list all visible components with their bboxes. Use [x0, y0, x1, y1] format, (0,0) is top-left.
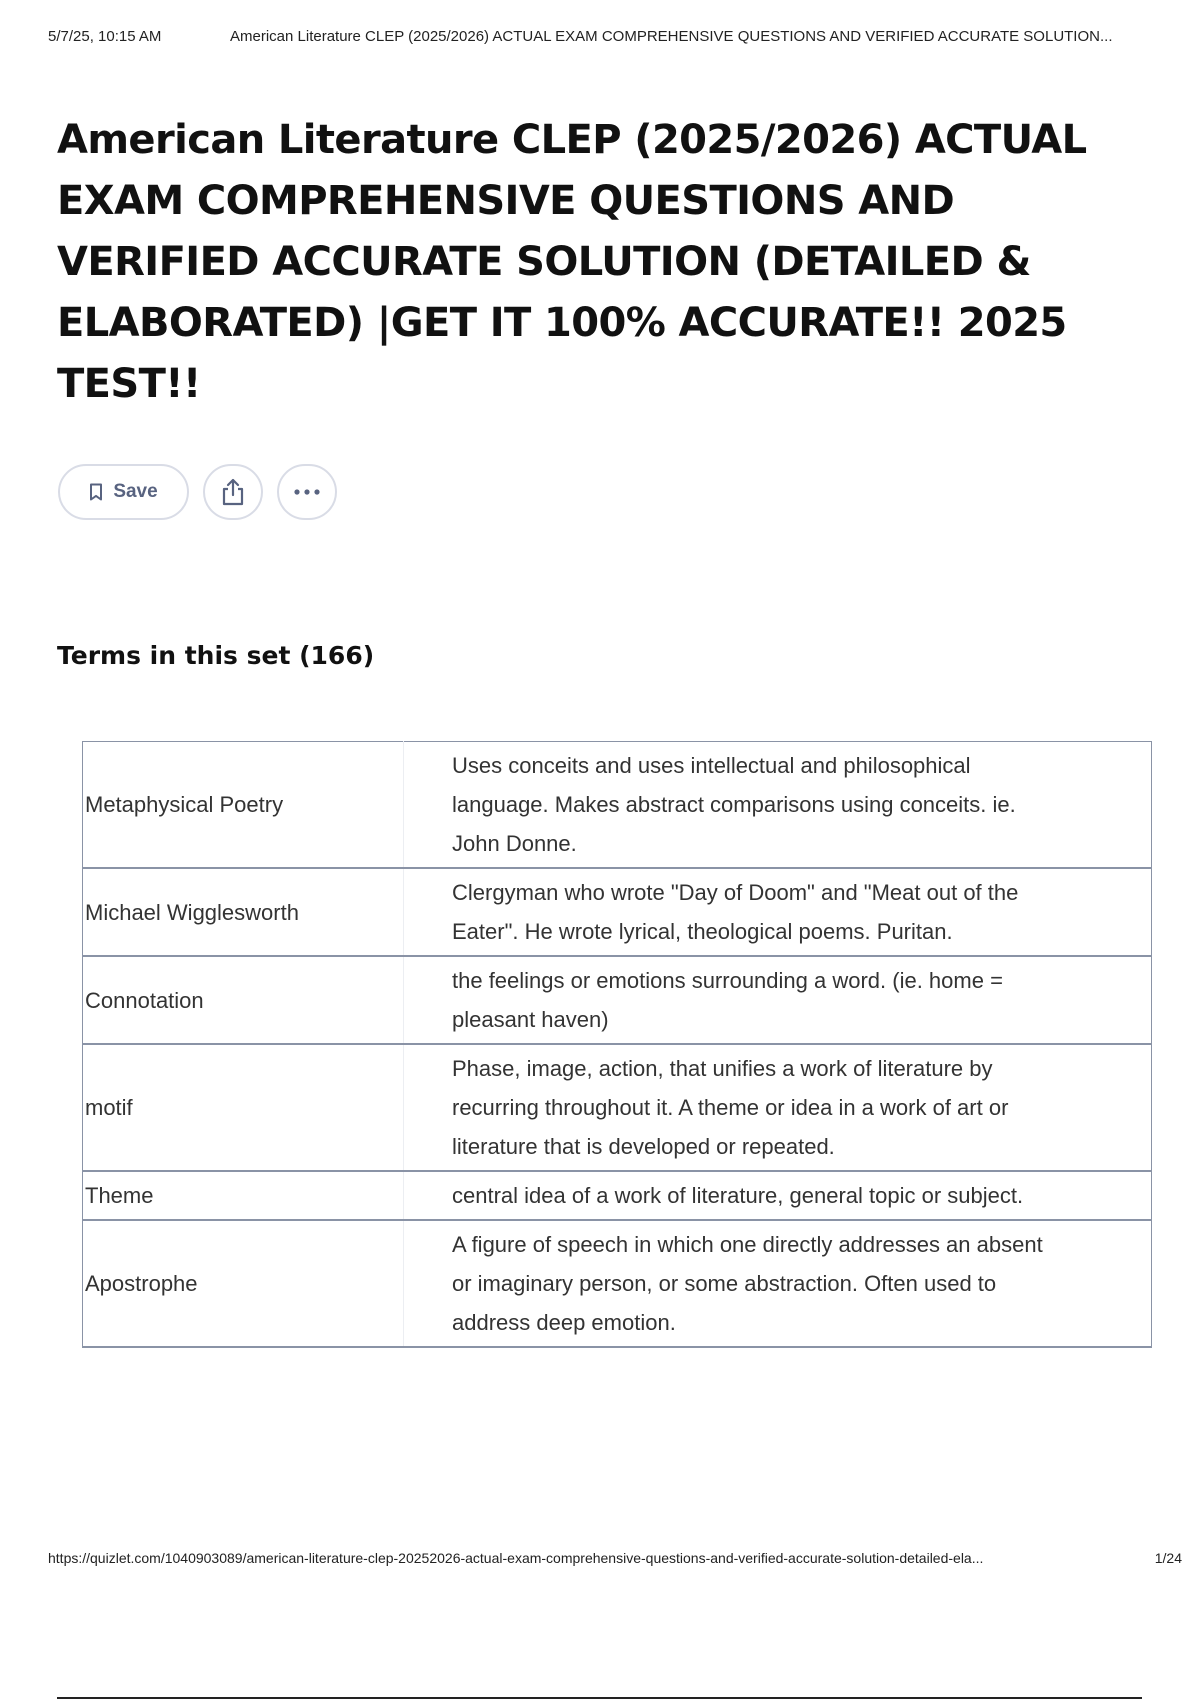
more-icon — [293, 489, 321, 495]
print-footer — [48, 1550, 1182, 1566]
set-title: American Literature CLEP (2025/2026) ACTUAL EXAM COMPREHENSIVE QUESTIONS AND VERIFIED ACCURATE SOLUTION (DETAILED & ELABORATED) |GET IT 100% ACCURATE!! 2025 TEST!! — [57, 117, 1087, 407]
terms-table — [82, 741, 1152, 1348]
page-number: 1/24 — [1154, 1550, 1182, 1566]
term: Michael Wigglesworth — [83, 868, 404, 956]
term-row — [83, 868, 1152, 956]
definition: the feelings or emotions surrounding a word. (ie. home = pleasant haven) — [452, 968, 1003, 1032]
divider — [57, 1697, 1142, 1699]
share-icon — [220, 478, 246, 506]
definition: A figure of speech in which one directly addresses an absent or imaginary person, or some abstraction. Often used to address deep emotion. — [452, 1232, 1043, 1335]
term-row — [83, 742, 1152, 869]
more-button[interactable] — [277, 464, 337, 520]
set-actions — [58, 464, 337, 520]
definition: Uses conceits and uses intellectual and philosophical language. Makes abstract comparisons using conceits. ie. John Donne. — [452, 753, 1016, 856]
print-header — [48, 28, 1182, 45]
print-doc-title: American Literature CLEP (2025/2026) ACTUAL EXAM COMPREHENSIVE QUESTIONS AND VERIFIED ACCURATE SOLUTION... — [230, 28, 1113, 45]
term-row — [83, 1220, 1152, 1347]
definition: central idea of a work of literature, general topic or subject. — [452, 1183, 1024, 1208]
term-row — [83, 1044, 1152, 1171]
share-button[interactable] — [203, 464, 263, 520]
term: Apostrophe — [83, 1220, 404, 1347]
definition: Phase, image, action, that unifies a work of literature by recurring throughout it. A theme or idea in a work of art or literature that is developed or repeated. — [452, 1056, 1009, 1159]
term: Metaphysical Poetry — [83, 742, 404, 869]
term-row — [83, 1171, 1152, 1220]
term: Connotation — [83, 956, 404, 1044]
print-url: https://quizlet.com/1040903089/american-literature-clep-20252026-actual-exam-comprehensive-questions-and-verified-accurate-solution-detailed-ela... — [48, 1550, 984, 1566]
term: motif — [83, 1044, 404, 1171]
definition: Clergyman who wrote "Day of Doom" and "Meat out of the Eater". He wrote lyrical, theological poems. Puritan. — [452, 880, 1019, 944]
terms-heading: Terms in this set (166) — [57, 641, 375, 670]
bookmark-icon — [89, 483, 103, 501]
save-button[interactable] — [58, 464, 189, 520]
term-row — [83, 956, 1152, 1044]
term: Theme — [83, 1171, 404, 1220]
save-label: Save — [113, 481, 158, 502]
print-datetime: 5/7/25, 10:15 AM — [48, 28, 162, 45]
